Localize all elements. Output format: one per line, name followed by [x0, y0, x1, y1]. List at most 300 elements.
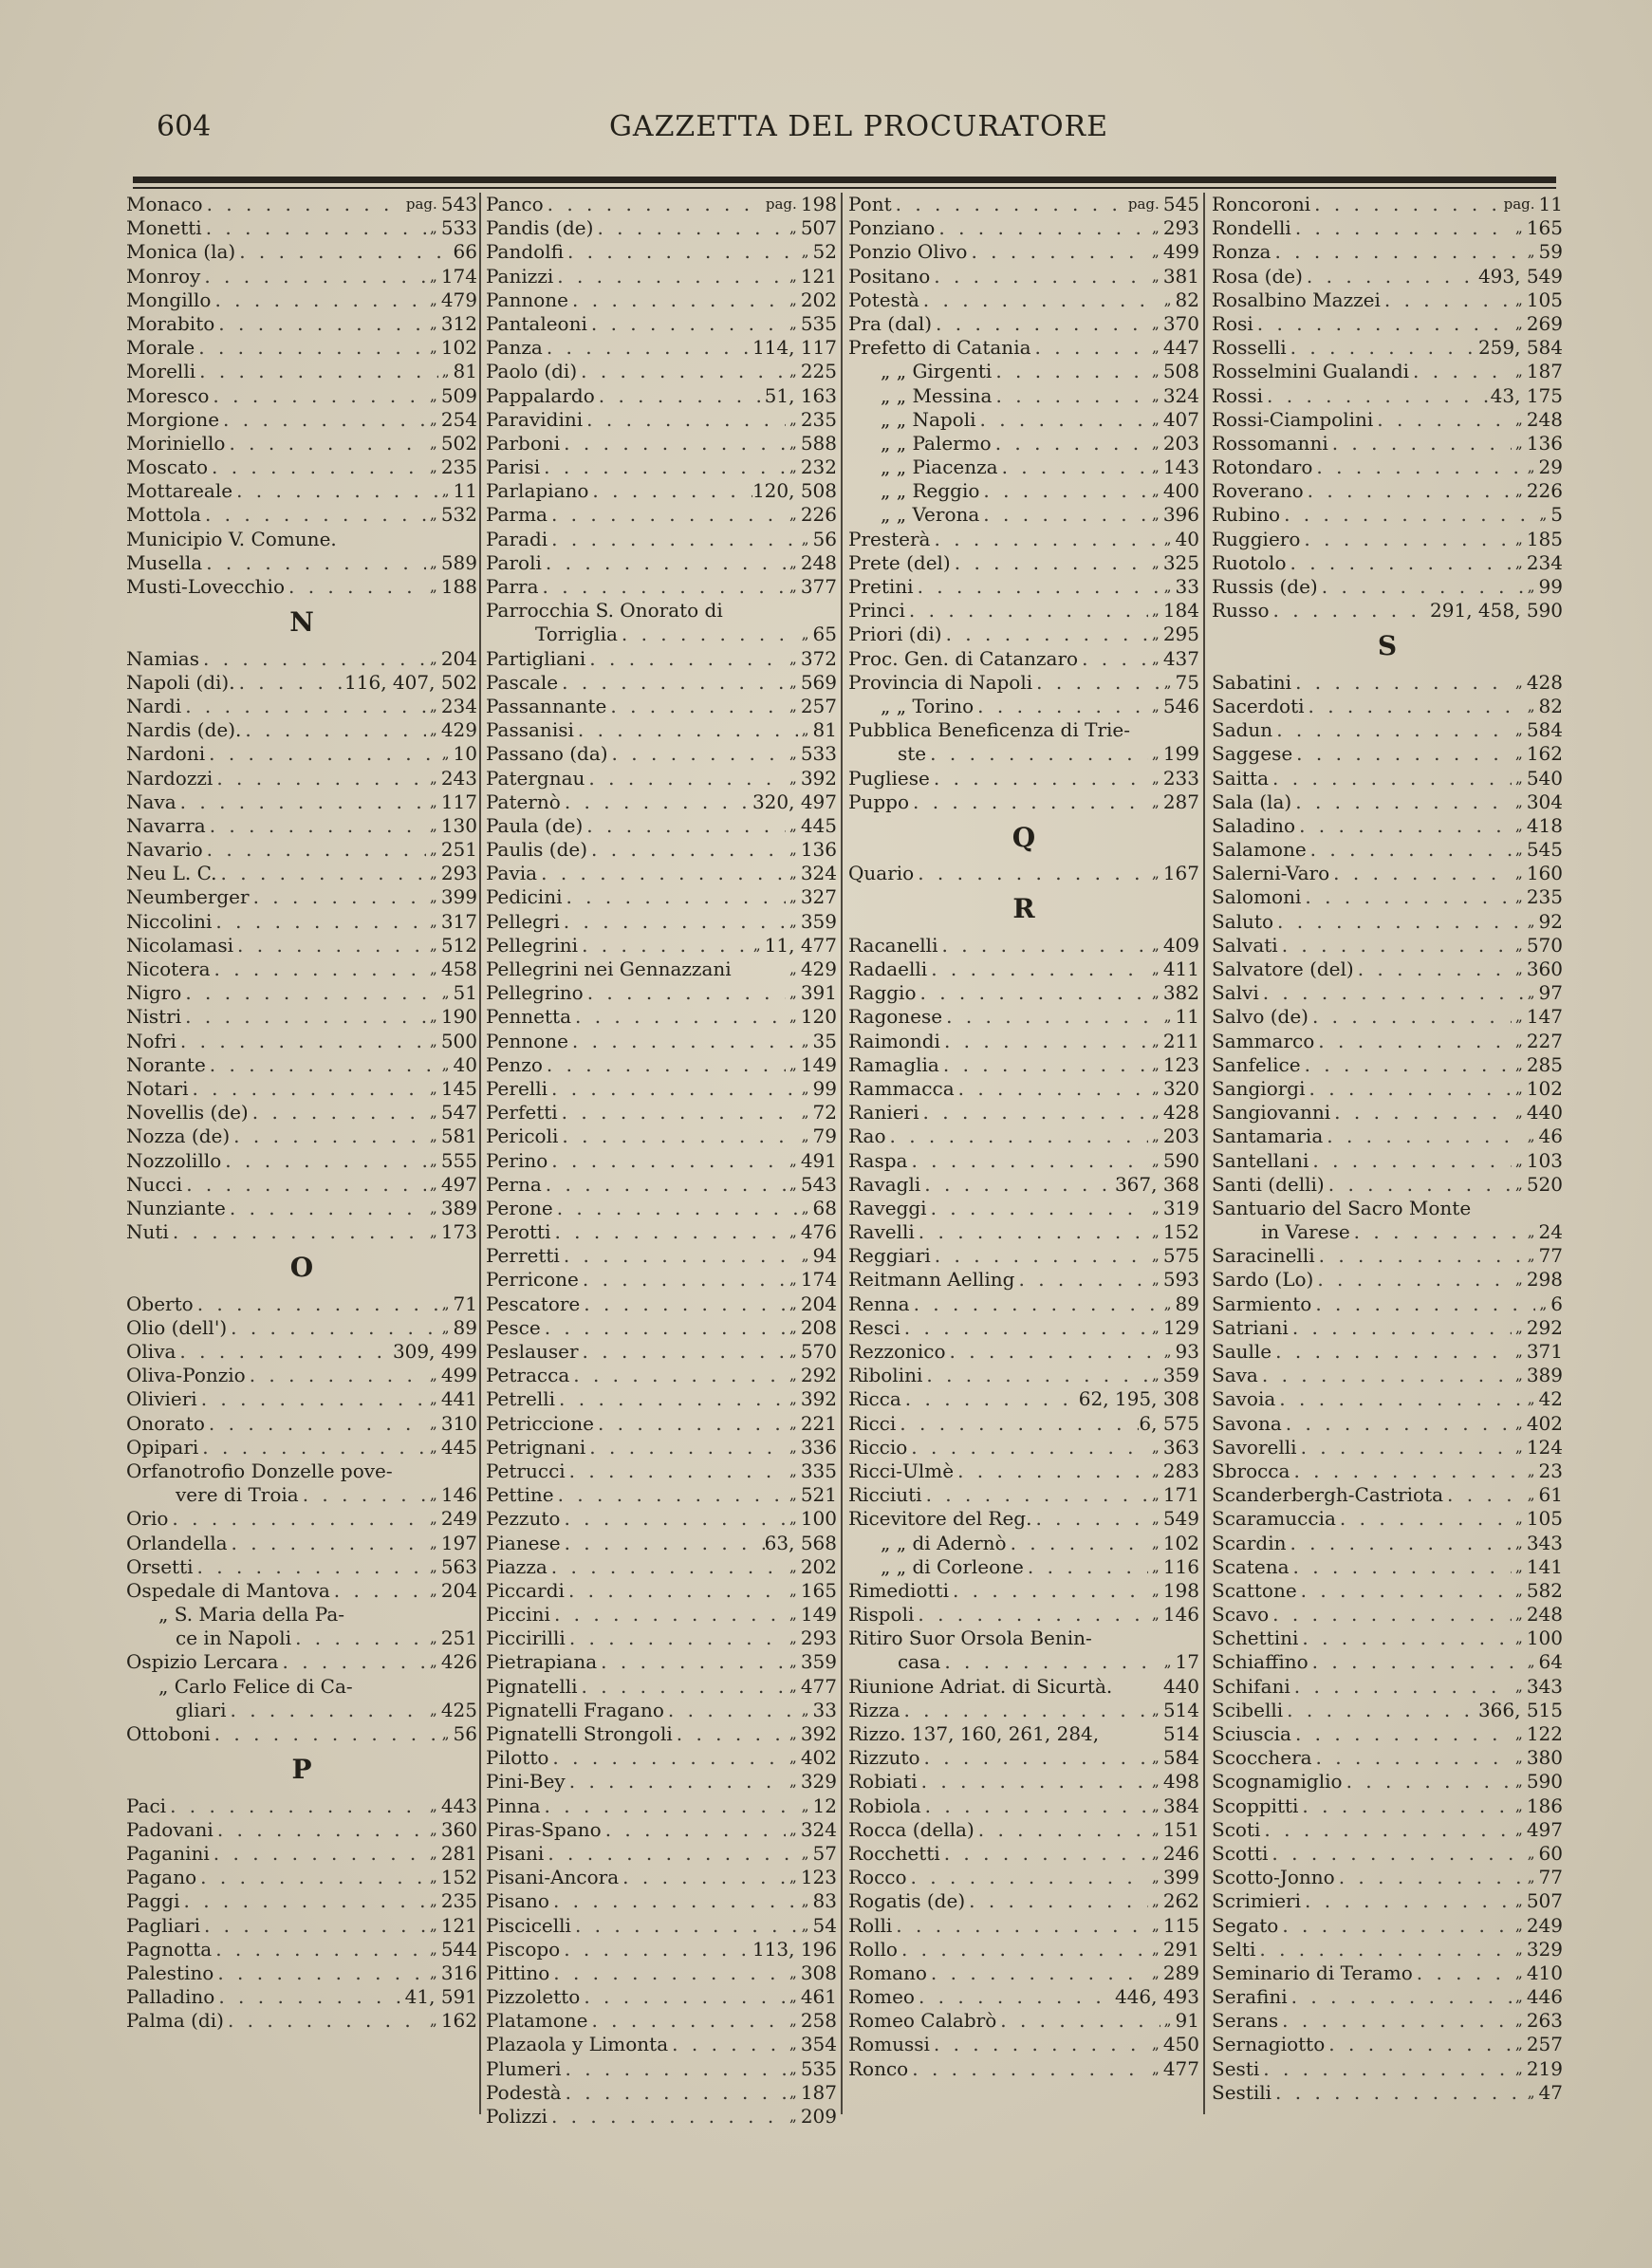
page-marker: „: [1515, 721, 1523, 739]
index-entry: [848, 1961, 1199, 1985]
index-entry: [486, 1985, 837, 2009]
entry-name: Nucci: [126, 1172, 183, 1196]
leader-dots: [1301, 885, 1512, 909]
page-marker: „: [789, 2059, 797, 2077]
page-marker: „: [1515, 1534, 1523, 1552]
index-entry: [126, 503, 477, 527]
page-marker: „: [1152, 1510, 1160, 1528]
entry-pages: 329: [1526, 1937, 1563, 1961]
entry-name: Nardi: [126, 694, 182, 717]
leader-dots: [1381, 288, 1512, 312]
entry-pages: 120: [800, 1005, 837, 1029]
index-entry: [848, 1268, 1199, 1292]
index-entry: [1212, 1387, 1563, 1411]
leader-dots: [1413, 1961, 1512, 1985]
entry-pages: 129: [1162, 1315, 1199, 1339]
page-marker: „: [1152, 602, 1160, 620]
index-entry: [1212, 1507, 1563, 1531]
entry-name: Perino: [486, 1148, 548, 1172]
index-entry: [848, 1555, 1199, 1579]
index-entry: [486, 718, 837, 742]
leader-dots: [561, 790, 752, 814]
entry-pages: 204: [440, 1578, 477, 1602]
page-marker: „: [1527, 1844, 1535, 1862]
page-marker: „: [789, 1151, 797, 1169]
index-entry: [486, 1101, 837, 1125]
leader-dots: [595, 384, 765, 408]
leader-dots: [213, 767, 426, 790]
entry-name: Parra: [486, 575, 539, 598]
index-entry: [126, 1340, 477, 1364]
entry-pages: 105: [1526, 288, 1563, 311]
leader-dots: [930, 528, 1160, 551]
page-marker: „: [430, 649, 437, 667]
leader-dots: [1315, 1244, 1524, 1268]
page-marker: „: [1515, 1749, 1523, 1767]
entry-pages: 51: [453, 981, 477, 1005]
entry-pages: 336: [800, 1435, 837, 1459]
leader-dots: [549, 1889, 798, 1913]
entry-pages: 11: [1538, 193, 1563, 215]
entry-name: Pennetta: [486, 1005, 571, 1029]
entry-name: Prete (del): [848, 550, 951, 574]
entry-pages: 249: [440, 1507, 477, 1531]
leader-dots: [1007, 1532, 1148, 1555]
entry-name: Patergnau: [486, 766, 585, 790]
entry-name: Sciuscia: [1212, 1722, 1291, 1746]
index-entry: [126, 1555, 477, 1579]
entry-pages: 165: [800, 1578, 837, 1602]
index-entry: [486, 1938, 837, 1961]
entry-name: Palladino: [126, 1985, 215, 2009]
index-entry: [486, 1483, 837, 1507]
entry-pages: 547: [440, 1101, 477, 1125]
entry-name: Serafini: [1212, 1985, 1288, 2009]
index-entry: [486, 240, 837, 264]
header-rule: [133, 177, 1556, 183]
index-entry: [1212, 1197, 1563, 1220]
entry-name: Rollo: [848, 1937, 898, 1961]
entry-pages: 211: [1162, 1029, 1199, 1052]
entry-name: Ponziano: [848, 216, 936, 240]
page-marker: „: [1152, 506, 1160, 524]
index-entry: [848, 647, 1199, 671]
entry-name: Romussi: [848, 2033, 930, 2056]
leader-dots: [1309, 1005, 1512, 1029]
entry-name: Nardis (de).: [126, 718, 242, 742]
entry-name: Santi (delli): [1212, 1172, 1325, 1196]
page-marker: „: [789, 912, 797, 930]
entry-pages: 441: [440, 1387, 477, 1411]
entry-pages: 477: [800, 1674, 837, 1698]
entry-pages: 308: [800, 1961, 837, 1984]
page-marker: „: [1515, 482, 1523, 500]
page-marker: „: [789, 1581, 797, 1599]
index-entry: [848, 1030, 1199, 1053]
page-marker: „: [430, 1199, 437, 1217]
leader-dots: [673, 1722, 786, 1746]
index-entry: [1212, 1340, 1563, 1364]
leader-dots: [580, 1292, 786, 1316]
index-entry: [486, 2057, 837, 2081]
entry-name: Norante: [126, 1052, 206, 1076]
section-letter: Q: [1012, 821, 1036, 853]
index-entry: [848, 1459, 1199, 1483]
entry-name: Piscopo: [486, 1937, 561, 1961]
page-marker: „: [1152, 625, 1160, 643]
entry-pages: 389: [440, 1196, 477, 1219]
entry-name: Pra (dal): [848, 311, 933, 335]
entry-pages: 185: [1526, 527, 1563, 550]
entry-pages: 491: [800, 1148, 837, 1172]
index-entry: [126, 910, 477, 934]
entry-name: Serans: [1212, 2009, 1279, 2033]
leader-dots: [203, 193, 402, 216]
entry-name: Segato: [1212, 1913, 1279, 1937]
page-marker: „: [1527, 458, 1535, 476]
entry-pages: 329: [800, 1770, 837, 1794]
entry-pages: 257: [800, 694, 837, 717]
page-marker: „: [430, 410, 437, 428]
entry-pages: 147: [1526, 1005, 1563, 1029]
entry-pages: 363: [1162, 1435, 1199, 1459]
page-marker: „: [430, 1127, 437, 1145]
page-marker: „: [1515, 219, 1523, 237]
entry-pages: 437: [1162, 646, 1199, 670]
entry-name: Nozza (de): [126, 1125, 231, 1148]
page-marker: pag.: [1127, 195, 1160, 213]
entry-name: Plazaola y Limonta: [486, 2033, 669, 2056]
index-entry: [848, 1699, 1199, 1722]
leader-dots: [992, 432, 1148, 455]
entry-pages: 292: [800, 1364, 837, 1387]
index-entry: [848, 1889, 1199, 1913]
entry-name: Racanelli: [848, 933, 938, 957]
entry-name: Ranieri: [848, 1101, 919, 1125]
entry-name: Nardozzi: [126, 766, 213, 790]
leader-dots: [916, 981, 1148, 1005]
index-entry: [486, 1316, 837, 1340]
page-marker: „: [1515, 1079, 1523, 1097]
entry-pages: 43, 175: [1490, 383, 1563, 407]
entry-name: Paci: [126, 1794, 167, 1817]
entry-pages: 186: [1526, 1794, 1563, 1817]
leader-dots: [907, 1866, 1148, 1889]
leader-dots: [583, 814, 786, 838]
entry-pages: 146: [1162, 1603, 1199, 1627]
index-entry: [1212, 1101, 1563, 1125]
leader-dots: [227, 1316, 438, 1340]
entry-pages: 263: [1526, 2009, 1563, 2033]
page-marker: „: [789, 1175, 797, 1193]
index-entry: [486, 503, 837, 527]
page-marker: „: [430, 769, 437, 787]
leader-dots: [1297, 1579, 1512, 1603]
entry-name: Onorato: [126, 1411, 205, 1435]
leader-dots: [194, 1292, 438, 1316]
page-marker: „: [430, 2012, 437, 2030]
leader-dots: [1291, 216, 1512, 240]
entry-name: Sbrocca: [1212, 1459, 1290, 1482]
leader-dots: [1269, 767, 1512, 790]
entry-name: Sacerdoti: [1212, 694, 1305, 717]
entry-name: Morabito: [126, 311, 215, 335]
entry-name: Saggese: [1212, 742, 1293, 766]
page-marker: „: [430, 960, 437, 978]
entry-pages: 563: [440, 1554, 477, 1578]
index-entry: [848, 1650, 1199, 1674]
entry-name: Rossi-Ciampolini: [1212, 407, 1374, 431]
leader-dots: [965, 1889, 1148, 1913]
page-marker: „: [801, 721, 809, 739]
leader-dots: [202, 216, 426, 240]
index-entry: [126, 1579, 477, 1603]
entry-pages: 521: [800, 1483, 837, 1507]
entry-name: Mongillo: [126, 288, 212, 311]
index-entry: [848, 1412, 1199, 1436]
leader-dots: [898, 1938, 1148, 1961]
entry-pages: 203: [1162, 431, 1199, 455]
entry-name: Pandolfi: [486, 240, 564, 264]
index-entry: [126, 695, 477, 718]
index-entry: [848, 1149, 1199, 1173]
leader-dots: [1282, 1412, 1512, 1436]
leader-dots: [1311, 1292, 1535, 1316]
page-marker: „: [1515, 673, 1523, 691]
leader-dots: [195, 360, 438, 383]
entry-name: Oliva-Ponzio: [126, 1364, 246, 1387]
entry-pages: 145: [440, 1076, 477, 1100]
page-marker: „: [789, 1629, 797, 1647]
index-entry: [848, 1220, 1199, 1244]
leader-dots: [1295, 814, 1512, 838]
leader-dots: [588, 479, 752, 503]
entry-pages: 6: [1550, 1292, 1563, 1315]
index-entry: [486, 2009, 837, 2033]
index-entry: [486, 910, 837, 934]
page-marker: „: [1163, 1653, 1172, 1671]
index-entry: [126, 862, 477, 885]
entry-name: Scavo: [1212, 1603, 1270, 1627]
entry-pages: 203: [1162, 1125, 1199, 1148]
index-entry: [486, 2081, 837, 2105]
page-marker: „: [430, 506, 437, 524]
leader-dots: [562, 2057, 787, 2081]
entry-name: Ospedale di Mantova: [126, 1578, 330, 1602]
entry-name: Paravidini: [486, 407, 584, 431]
page-marker: „: [752, 936, 761, 954]
entry-name: Rotondaro: [1212, 455, 1313, 479]
entry-name: Piccirilli: [486, 1627, 566, 1650]
page-marker: „: [1152, 769, 1160, 787]
entry-pages: 324: [1162, 383, 1199, 407]
leader-dots: [219, 408, 426, 432]
entry-name: vere di Troia: [176, 1483, 299, 1507]
index-entry: [126, 1675, 477, 1699]
index-entry: [126, 1149, 477, 1173]
index-entry: [848, 1340, 1199, 1364]
entry-pages: 188: [440, 575, 477, 598]
entry-pages: 428: [1526, 670, 1563, 694]
page-marker: „: [430, 1963, 437, 1981]
entry-name: Raspa: [848, 1148, 908, 1172]
entry-pages: 429: [800, 957, 837, 980]
entry-pages: 320: [1162, 1076, 1199, 1100]
entry-pages: 61: [1538, 1483, 1563, 1507]
index-column-4: [1212, 193, 1563, 2105]
entry-pages: 359: [1162, 1364, 1199, 1387]
index-entry: [1212, 981, 1563, 1005]
page-marker: „: [1515, 1606, 1523, 1624]
page-marker: „: [430, 1892, 437, 1910]
index-entry: [1212, 1459, 1563, 1483]
leader-dots: [543, 336, 752, 360]
leader-dots: [211, 1722, 438, 1746]
entry-pages: 532: [440, 503, 477, 527]
entry-name: Rolli: [848, 1913, 893, 1937]
page-marker: „: [801, 1796, 809, 1814]
page-marker: „: [1152, 1461, 1160, 1479]
index-entry: [1212, 1699, 1563, 1722]
entry-pages: 593: [1162, 1268, 1199, 1292]
entry-pages: 285: [1526, 1052, 1563, 1076]
entry-name: Piccini: [486, 1603, 550, 1627]
index-entry: [486, 2105, 837, 2129]
entry-name: Ronza: [1212, 240, 1271, 264]
entry-name: Passannante: [486, 694, 607, 717]
entry-name: Parboni: [486, 431, 561, 455]
page-marker: „: [441, 1725, 450, 1743]
index-entry: [1212, 1818, 1563, 1842]
index-entry: [1212, 1985, 1563, 2009]
leader-dots: [937, 934, 1148, 957]
entry-pages: 498: [1162, 1770, 1199, 1794]
entry-pages: 411: [1162, 957, 1199, 981]
index-entry: [126, 265, 477, 288]
entry-pages: 443: [440, 1794, 477, 1817]
entry-pages: 570: [1526, 933, 1563, 957]
leader-dots: [900, 1316, 1148, 1340]
leader-dots: [195, 336, 426, 360]
entry-name: Schettini: [1212, 1627, 1299, 1650]
leader-dots: [1307, 838, 1512, 862]
leader-dots: [668, 2033, 786, 2056]
entry-name: Napoli (di).: [126, 670, 235, 694]
page-marker: „: [789, 267, 797, 285]
leader-dots: [569, 1364, 786, 1387]
entry-name: Ospizio Lercara: [126, 1650, 279, 1674]
page-marker: „: [789, 1486, 797, 1504]
entry-pages: 507: [800, 216, 837, 240]
page-marker: „: [789, 1055, 797, 1073]
index-entry: [126, 718, 477, 742]
page-marker: „: [1515, 553, 1523, 571]
leader-dots: [921, 1794, 1148, 1818]
leader-dots: [560, 910, 786, 934]
entry-name: Pont: [848, 193, 892, 215]
page-marker: „: [1515, 1581, 1523, 1599]
entry-pages: 234: [440, 694, 477, 717]
entry-name: Rosalbino Mazzei: [1212, 288, 1381, 311]
entry-pages: 160: [1526, 862, 1563, 885]
page-marker: „: [1152, 553, 1160, 571]
index-entry: [848, 455, 1199, 479]
entry-pages: 56: [453, 1722, 477, 1746]
entry-pages: 354: [800, 2033, 837, 2056]
entry-name: Satriani: [1212, 1315, 1289, 1339]
leader-dots: [1259, 981, 1524, 1005]
leader-dots: [1301, 1053, 1512, 1077]
entry-pages: 500: [440, 1029, 477, 1052]
index-entry: [1212, 1436, 1563, 1459]
page-marker: „: [1515, 434, 1523, 452]
entry-pages: 380: [1526, 1746, 1563, 1770]
entry-pages: 162: [1526, 742, 1563, 766]
page-marker: „: [430, 697, 437, 715]
entry-pages: 310: [440, 1411, 477, 1435]
leader-dots: [560, 1938, 752, 1961]
page-marker: „: [430, 1844, 437, 1862]
entry-name: Pellegrini nei Gennazzani: [486, 957, 732, 980]
leader-dots: [561, 1532, 765, 1555]
page-marker: „: [1163, 2012, 1172, 2030]
page-marker: „: [789, 697, 797, 715]
entry-name: Passanisi: [486, 718, 574, 742]
index-entry: [126, 1364, 477, 1387]
entry-name: Monica (la): [126, 240, 236, 264]
entry-pages: 204: [800, 1292, 837, 1315]
entry-name: Pisani: [486, 1841, 545, 1865]
leader-dots: [235, 671, 344, 695]
page-marker: „: [430, 1653, 437, 1671]
index-entry: [848, 1387, 1199, 1411]
page-marker: pag.: [405, 195, 437, 213]
page-marker: „: [1515, 1175, 1523, 1193]
entry-name: Polizzi: [486, 2105, 548, 2128]
entry-name: Scaramuccia: [1212, 1507, 1336, 1531]
entry-pages: 235: [800, 407, 837, 431]
entry-pages: 91: [1175, 2009, 1199, 2033]
entry-pages: 11: [1175, 1005, 1199, 1029]
entry-name: Rammacca: [848, 1076, 955, 1100]
entry-pages: 295: [1162, 623, 1199, 646]
index-entry: [486, 1149, 837, 1173]
entry-pages: 248: [800, 550, 837, 574]
entry-name: Partigliani: [486, 646, 586, 670]
index-entry: [486, 193, 837, 216]
entry-name: Paradi: [486, 527, 548, 550]
page-marker: „: [441, 1318, 450, 1336]
leader-dots: [584, 981, 786, 1005]
entry-name: Pappalardo: [486, 383, 595, 407]
page-marker: „: [789, 2083, 797, 2101]
leader-dots: [914, 575, 1160, 599]
entry-name: Sanfelice: [1212, 1052, 1301, 1076]
entry-pages: 450: [1162, 2033, 1199, 2056]
page-marker: „: [1163, 1343, 1172, 1361]
index-entry: [848, 623, 1199, 646]
leader-dots: [560, 1244, 798, 1268]
entry-name: Piccardi: [486, 1578, 565, 1602]
entry-pages: 198: [800, 193, 837, 215]
index-entry: [486, 1579, 837, 1603]
page-marker: „: [801, 1032, 809, 1050]
page-marker: „: [789, 1725, 797, 1742]
leader-dots: [914, 862, 1148, 885]
entry-name: Presterà: [848, 527, 931, 550]
page-marker: „: [1515, 2059, 1523, 2077]
index-entry: [848, 957, 1199, 981]
